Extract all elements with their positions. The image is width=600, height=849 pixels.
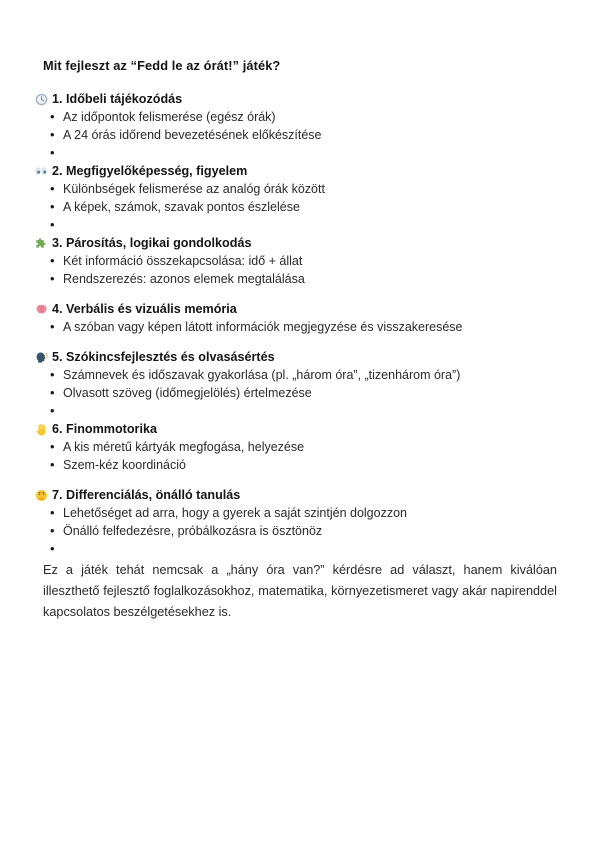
section-heading xyxy=(34,420,557,438)
bullet-text: • A kis méretű kártyák megfogása, helyezése xyxy=(63,440,305,454)
sections-container xyxy=(34,90,557,558)
bullet-item xyxy=(34,144,557,162)
hand-icon xyxy=(34,422,48,436)
bullet-item xyxy=(34,252,557,270)
section-heading xyxy=(34,300,557,318)
section-heading xyxy=(34,234,557,252)
speaking-head-icon xyxy=(34,350,48,364)
bullet-list xyxy=(34,252,557,288)
page-title: Mit fejleszt az “Fedd le az órát!” játék? xyxy=(43,58,281,73)
bullet-text: • Számnevek és időszavak gyakorlása (pl. „három óra”, „tizenhárom óra”) xyxy=(63,368,461,382)
closing-paragraph: Ez a játék tehát nemcsak a „hány óra van?” kérdésre ad választ, hanem kiválóan illeszthető fejlesztő foglalkozásokhoz, matematika, környezetismeret vagy akár napirenddel kapcsolatos beszélgetésekhez is. xyxy=(43,563,557,619)
bullet-list xyxy=(34,318,557,336)
bullet-text: • Két információ összekapcsolása: idő + állat xyxy=(63,254,303,268)
bullet-item xyxy=(34,126,557,144)
section-heading xyxy=(34,348,557,366)
bullet-item xyxy=(34,438,557,456)
bullet-list xyxy=(34,366,557,420)
bullet-text: • Szem-kéz koordináció xyxy=(63,458,186,472)
bullet-item xyxy=(34,216,557,234)
thinking-face-icon xyxy=(34,488,48,502)
bullet-list xyxy=(34,504,557,558)
bullet-text: • A szóban vagy képen látott információk megjegyzése és visszakeresése xyxy=(63,320,463,334)
puzzle-icon xyxy=(34,236,48,250)
section-heading-label: 1. Időbeli tájékozódás xyxy=(52,92,183,106)
section-heading xyxy=(34,90,557,108)
brain-icon xyxy=(34,302,48,316)
bullet-item xyxy=(34,384,557,402)
bullet-item xyxy=(34,270,557,288)
skill-section xyxy=(34,420,557,474)
skill-section xyxy=(34,162,557,234)
bullet-item xyxy=(34,456,557,474)
bullet-item xyxy=(34,108,557,126)
bullet-item xyxy=(34,522,557,540)
section-heading-label: 3. Párosítás, logikai gondolkodás xyxy=(52,236,252,250)
bullet-list xyxy=(34,108,557,162)
bullet-text: • Különbségek felismerése az analóg órák között xyxy=(63,182,325,196)
bullet-list xyxy=(34,180,557,234)
bullet-item xyxy=(34,198,557,216)
section-heading-label: 6. Finommotorika xyxy=(52,422,157,436)
bullet-list xyxy=(34,438,557,474)
skill-section xyxy=(34,348,557,420)
bullet-text: • Olvasott szöveg (időmegjelölés) értelmezése xyxy=(63,386,312,400)
bullet-text: • Lehetőséget ad arra, hogy a gyerek a saját szintjén dolgozzon xyxy=(63,506,407,520)
bullet-text: • A 24 órás időrend bevezetésének előkészítése xyxy=(63,128,322,142)
bullet-item xyxy=(34,504,557,522)
eyes-icon xyxy=(34,164,48,178)
bullet-text: • Az időpontok felismerése (egész órák) xyxy=(63,110,276,124)
bullet-item xyxy=(34,402,557,420)
section-heading xyxy=(34,486,557,504)
clock-icon xyxy=(34,92,48,106)
section-heading xyxy=(34,162,557,180)
bullet-item xyxy=(34,180,557,198)
bullet-text: • Rendszerezés: azonos elemek megtalálása xyxy=(63,272,305,286)
bullet-item xyxy=(34,366,557,384)
section-heading-label: 7. Differenciálás, önálló tanulás xyxy=(52,488,241,502)
skill-section xyxy=(34,486,557,558)
bullet-item xyxy=(34,540,557,558)
section-heading-label: 5. Szókincsfejlesztés és olvasásértés xyxy=(52,350,275,364)
bullet-text: • Önálló felfedezésre, próbálkozásra is ösztönöz xyxy=(63,524,323,538)
skill-section xyxy=(34,90,557,162)
skill-section xyxy=(34,234,557,288)
bullet-item xyxy=(34,318,557,336)
bullet-text: • A képek, számok, szavak pontos észlelése xyxy=(63,200,300,214)
section-heading-label: 2. Megfigyelőképesség, figyelem xyxy=(52,164,248,178)
section-heading-label: 4. Verbális és vizuális memória xyxy=(52,302,237,316)
skill-section xyxy=(34,300,557,336)
